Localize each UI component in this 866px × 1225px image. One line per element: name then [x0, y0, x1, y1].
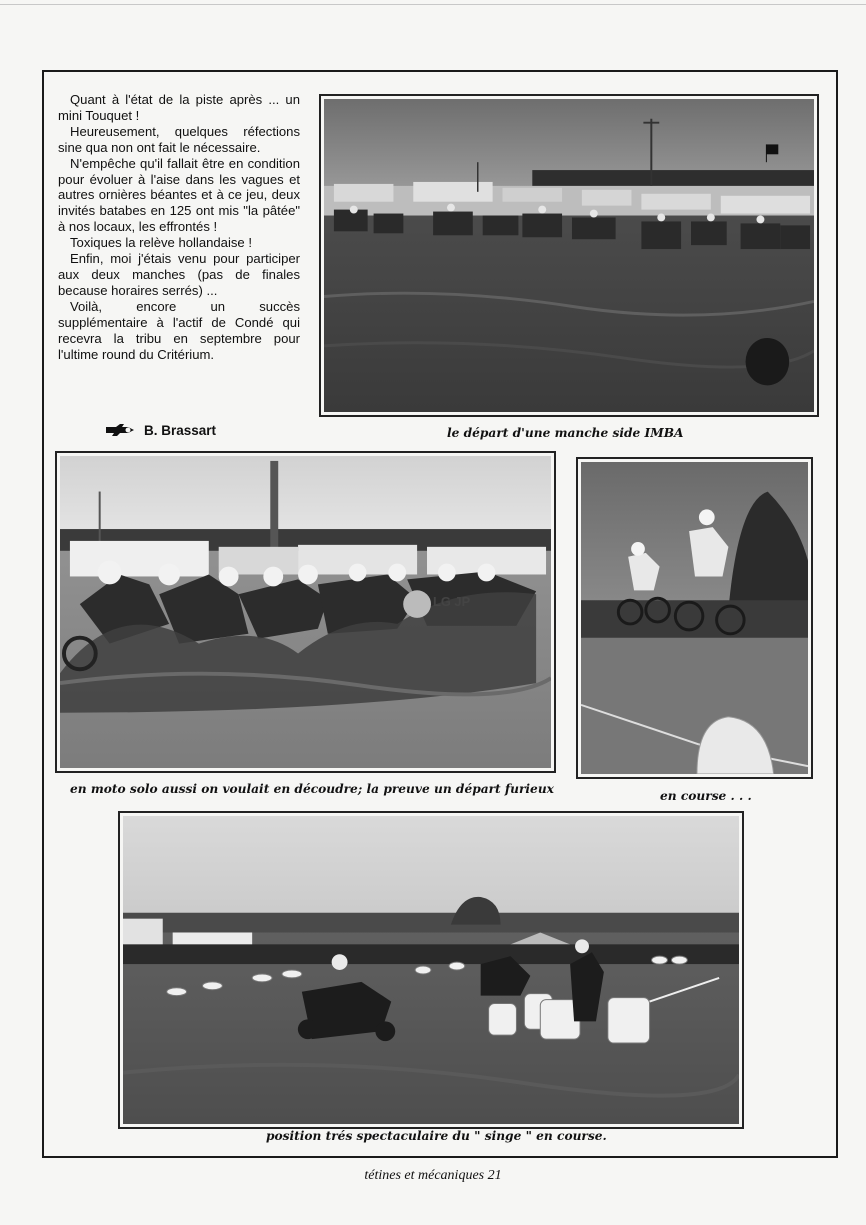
pointing-hand-icon [104, 422, 136, 438]
article-paragraph: Toxiques la relève hollandaise ! [70, 235, 252, 251]
article-paragraph: Heureusement, quelques réfections sine qua non ont fait le nécessaire. [58, 123, 300, 155]
sidecar-start-image [324, 99, 814, 412]
photo-solo-start [55, 451, 556, 773]
watermark-text: LG JP [432, 594, 471, 610]
caption-photo3: en course . . . [660, 789, 752, 803]
sidecar-corner-image [123, 816, 739, 1124]
page-footer: tétines et mécaniques 21 [364, 1168, 502, 1183]
page-top-rule [0, 4, 866, 5]
article-paragraph: N'empêche qu'il fallait être en condition pour évoluer à l'aise dans les vagues et autres ornières béantes et à ce jeu, deux invités batabes en 125 ont mis "la pâtée" à nos locaux, les effrontés ! [58, 155, 300, 235]
article-paragraph: Quant à l'état de la piste après ... un mini Touquet ! [58, 92, 300, 123]
article-paragraph: Enfin, moi j'étais venu pour participer aux deux manches (pas de finales because horaires serrés) ... [58, 251, 300, 298]
author-name: B. Brassart [144, 422, 217, 438]
caption-photo4: position trés spectaculaire du " singe " en course. [266, 1129, 607, 1143]
author-byline [104, 420, 216, 440]
article-paragraph: Voilà, encore un succès supplémentaire à l'actif de Condé qui recevra la tribu en septembre pour l'ultime round du Critérium. [58, 298, 300, 362]
caption-photo1: le départ d'une manche side IMBA [447, 426, 684, 440]
photo-sidecar-corner [118, 811, 744, 1129]
caption-photo2: en moto solo aussi on voulait en découdre; la preuve un départ furieux [70, 782, 554, 796]
photo-in-race [576, 457, 813, 779]
article-text [58, 92, 300, 362]
photo-sidecar-start [319, 94, 819, 417]
in-race-image [581, 462, 808, 774]
solo-start-image [60, 456, 551, 768]
